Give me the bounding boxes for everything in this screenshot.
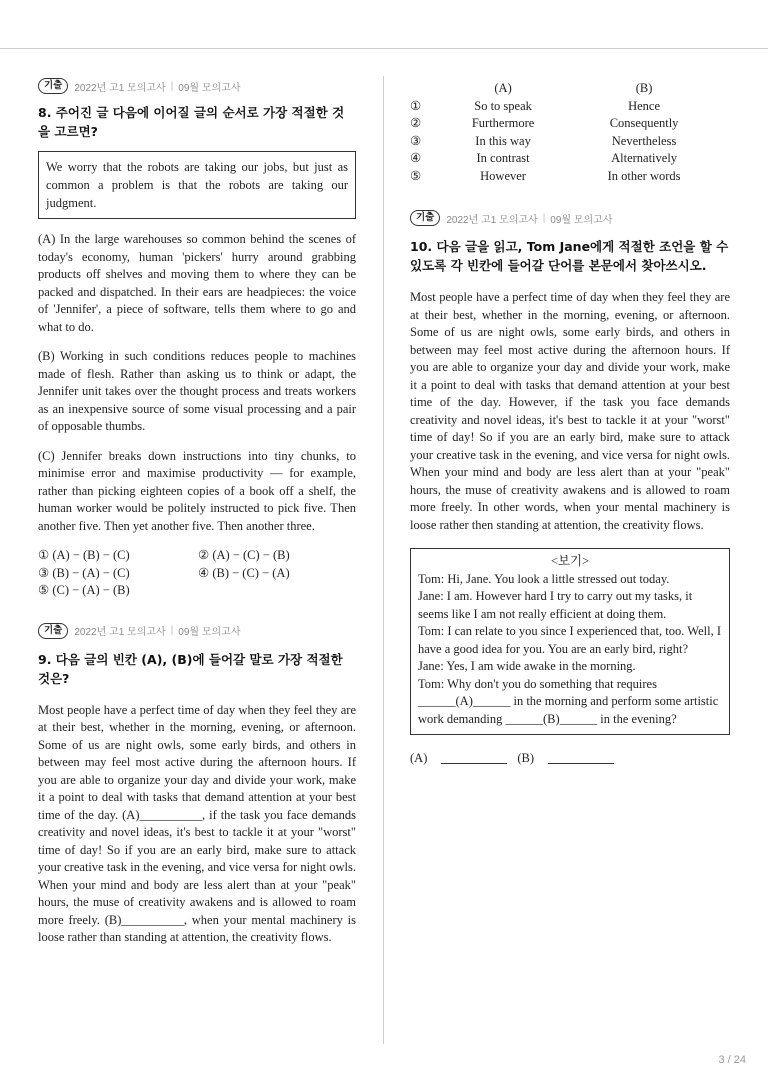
q8-paragraph-b: (B) Working in such conditions reduces people to machines made of flesh. Rather than asking us to think or adapt, the Jennifer unit takes over the thought process and treats workers as an inexpensive source of some visual processing and a pair of opposable thumbs. [38, 349, 356, 433]
q9-source [38, 622, 356, 640]
dialogue-line: Tom: Hi, Jane. You look a little stressed out today. [418, 571, 670, 586]
dialogue-line: Tom: I can relate to you since I experienced that, too. Well, I have a good idea for you. You are an early bird, right? [418, 624, 721, 656]
choice-number: ① [410, 98, 422, 113]
q8-option-2[interactable]: ② (A) − (C) − (B) [198, 548, 290, 562]
example-box-title: <보기> [550, 554, 590, 568]
q8-source [38, 77, 356, 95]
answer-label-a: (A) [410, 751, 428, 765]
q9-choice-5[interactable] [410, 168, 720, 186]
q9-month: 09월 모의고사 [178, 627, 241, 638]
q9-passage: Most people have a perfect time of day when they feel they are at their best, whether in the morning, evening, or afternoon. Some of us are night owls, some early birds, and others in between may feel most active during the afternoon hours. If you are able to organize your day and divide your work, make it a point to deal with tasks that demand attention at your best time of the day. (A)__________, if the task you face demands creativity and novel ideas, it's best to tackle it at your "worst" time of day! So if you are an early bird, make sure to attack your creative task in the evening, and vice versa for night owls. When your mind and body are less alert than at your "peak" hours, the muse of creativity awakens and is allowed to roam more freely. (B)__________, when your mental machinery is loose rather than standing at attention, the creativity flows. [38, 702, 356, 944]
q8-year: 2022년 고1 모의고사 [74, 82, 166, 94]
choice-a: In contrast [476, 151, 530, 165]
q10-month: 09월 모의고사 [550, 214, 613, 226]
q10-source [410, 209, 730, 227]
choice-a: In this way [475, 133, 531, 148]
q9-choice-1[interactable] [410, 98, 720, 116]
header-rule [0, 48, 768, 49]
q10-example-box [410, 548, 730, 735]
q10-title: 10. 다음 글을 읽고, Tom Jane에게 적절한 조언을 할 수 있도록 각 빈칸에 들어갈 단어를 본문에서 찾아쓰시오. [410, 239, 729, 273]
left-column [38, 77, 356, 947]
dialogue-line: Tom: Why don't you do something that requires ______(A)______ in the morning and perform some artistic work demanding ______(B)______ in the evening? [418, 676, 719, 726]
answer-label-b: (B) [517, 751, 535, 765]
dialogue-line: Jane: Yes, I am wide awake in the morning. [418, 659, 636, 673]
q8-option-5[interactable]: ⑤ (C) − (A) − (B) [38, 583, 130, 597]
q8-paragraph-a: (A) In the large warehouses so common behind the scenes of today's economy, human 'pickers' hurry around grabbing products off shelves and moving them to where they can be packed and dispatched. In their ears are headpieces: the voice of 'Jennifer', a piece of software, tells them where to go and what to do. [38, 232, 356, 334]
choice-b: Consequently [609, 116, 679, 130]
q8-option-4[interactable]: ④ (B) − (C) − (A) [198, 565, 290, 580]
column-divider [383, 76, 384, 1044]
choice-number: ③ [410, 133, 422, 148]
q10-passage: Most people have a perfect time of day when they feel they are at their best, whether in the morning, evening, or afternoon. Some of us are night owls, some early birds, and others in between may feel most active during the afternoon hours. If you are able to organize your day and divide your work, make it a point to deal with tasks that demand attention at your best time of the day. However, if the task you face demands creativity and novel ideas, it's best to tackle it at your "worst" time of day! So if you are an early bird, make sure to attack your creative task in the evening, and vice versa for night owls. When your mind and body are less alert than at your "peak" hours, the muse of creativity awakens and is allowed to roam more freely. In other words, when your mental machinery is loose rather then standing at attention, the creativity flows. [410, 290, 730, 532]
q8-tag: 기출 [38, 78, 68, 94]
q9-choices-table [410, 80, 720, 185]
choice-number: ② [410, 116, 422, 130]
choice-a: Furthermore [471, 116, 535, 130]
q10-year: 2022년 고1 모의고사 [446, 214, 538, 226]
separator: | [170, 625, 174, 636]
choice-b: Hence [628, 98, 661, 113]
q8-month: 09월 모의고사 [178, 82, 241, 94]
q8-options [38, 547, 356, 600]
separator: | [542, 212, 546, 224]
q8-given-text: We worry that the robots are taking our jobs, but just as common a problem is that the robots are taking our judgment. [38, 151, 356, 219]
q9-year: 2022년 고1 모의고사 [74, 627, 166, 638]
right-column [410, 80, 730, 766]
q9-choice-2[interactable] [410, 115, 720, 133]
q9-tag: 기출 [38, 623, 68, 639]
q9-head-a: (A) [494, 81, 512, 95]
choice-number: ⑤ [410, 168, 422, 183]
q10-answer-line [410, 751, 730, 766]
q9-title: 9. 다음 글의 빈칸 (A), (B)에 들어갈 말로 가장 적절한 것은? [38, 651, 343, 686]
q8-paragraph-c: (C) Jennifer breaks down instructions into tiny chunks, to minimise error and maximise productivity — for example, rather than picking eighteen copies of a book off a shelf, the human worker would be politely instructed to pick five. Then another five. Then yet another five. Then another three. [38, 448, 356, 533]
choice-number: ④ [410, 151, 422, 165]
choice-a: So to speak [474, 98, 532, 113]
page-number: 3 / 24 [718, 1054, 746, 1066]
q10-tag: 기출 [410, 210, 440, 226]
dialogue-line: Jane: I am. However hard I try to carry out my tasks, it seems like I am not really efficient at doing them. [418, 589, 693, 621]
separator: | [170, 80, 174, 92]
answer-blank-b[interactable] [548, 753, 614, 764]
choice-b: Alternatively [611, 151, 678, 165]
q8-option-3[interactable]: ③ (B) − (A) − (C) [38, 565, 130, 580]
q9-choice-4[interactable] [410, 150, 720, 168]
choice-b: In other words [607, 168, 681, 183]
choice-a: However [480, 168, 526, 183]
answer-blank-a[interactable] [441, 753, 507, 764]
q8-option-1[interactable]: ① (A) − (B) − (C) [38, 548, 130, 562]
q9-head-b: (B) [635, 81, 653, 95]
q9-choice-3[interactable] [410, 133, 720, 151]
q8-title: 8. 주어진 글 다음에 이어질 글의 순서로 가장 적절한 것을 고르면? [38, 105, 345, 139]
choice-b: Nevertheless [611, 133, 677, 148]
